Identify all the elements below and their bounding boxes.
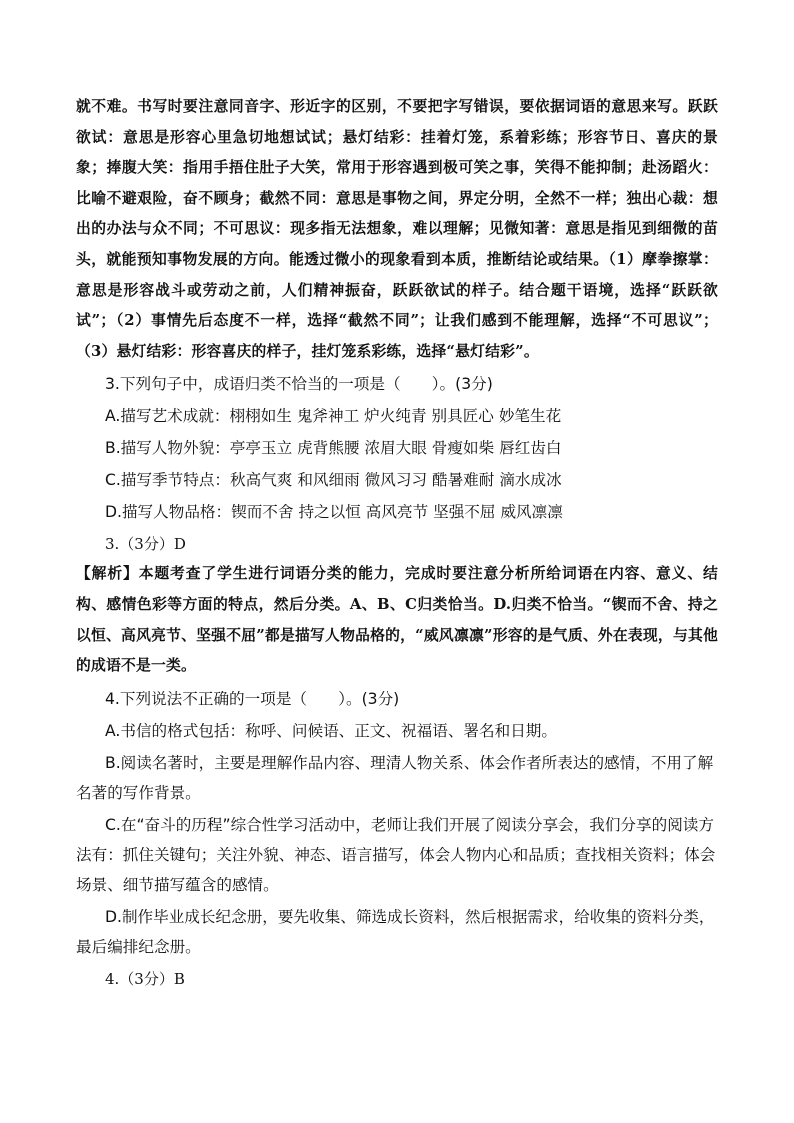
- q3-analysis-text: 本题考查了学生进行词语分类的能力，完成时要注意分析所给词语在内容、意义、结构、感情色彩等方面的特点，然后分类。A、B、C归类恰当。D.归类不恰当。“锲而不舍、持之以恒、高风亮节、坚强不屈”都是描写人物品格的，“威风凛凛”形容的是气质、外在表现，与其他的成语不是一类。: [76, 565, 718, 675]
- q3-option-b: B.描写人物外貌：亭亭玉立 虎背熊腰 浓眉大眼 骨瘦如柴 唇红齿白: [105, 439, 562, 458]
- q3-answer: 3.（3分）D: [105, 535, 186, 554]
- q4-option-a: A.书信的格式包括：称呼、问候语、正文、祝福语、署名和日期。: [105, 721, 557, 740]
- q3-option-c: C.描写季节特点：秋高气爽 和风细雨 微风习习 酷暑难耐 滴水成冰: [105, 471, 562, 490]
- q4-option-c: C.在“奋斗的历程”综合性学习活动中，老师让我们开展了阅读分享会，我们分享的阅读方法有：抓住关键句；关注外貌、神态、语言描写，体会人物内心和品质；查找相关资料；体会场景、细节描写蕴含的感情。: [76, 815, 716, 894]
- q4-option-b: B.阅读名著时，主要是理解作品内容、理清人物关系、体会作者所表达的感情，不用了解名著的写作背景。: [76, 753, 714, 802]
- q3-analysis: [76, 559, 718, 681]
- q4-answer: 4.（3分）B: [105, 969, 185, 988]
- analysis-tag: 【解析】: [76, 565, 139, 583]
- q4-option-d: D.制作毕业成长纪念册，要先收集、筛选成长资料，然后根据需求，给收集的资料分类，最后编排纪念册。: [76, 907, 715, 956]
- q3-option-a: A.描写艺术成就：栩栩如生 鬼斧神工 炉火纯青 别具匠心 妙笔生花: [105, 407, 562, 426]
- q2-analysis-continued: 就不难。书写时要注意同音字、形近字的区别，不要把字写错误，要依据词语的意思来写。跃跃欲试：意思是形容心里急切地想试试；悬灯结彩：挂着灯笼，系着彩练；形容节日、喜庆的景象；捧腹大笑：指用手捂住肚子大笑，常用于形容遇到极可笑之事，笑得不能抑制；赴汤蹈火：比喻不避艰险，奋不顾身；截然不同：意思是事物之间，界定分明，全然不一样；独出心裁：想出的办法与众不同；不可思议：现多指无法想象，难以理解；见微知著：意思是指见到细微的苗头，就能预知事物发展的方向。能透过微小的现象看到本质，推断结论或结果。（1）摩拳擦掌：意思是形容战斗或劳动之前，人们精神振奋，跃跃欲试的样子。结合题干语境，选择“跃跃欲试”；（2）事情先后态度不一样，选择“截然不同”；让我们感到不能理解，选择“不可思议”；（3）悬灯结彩：形容喜庆的样子，挂灯笼系彩练，选择“悬灯结彩”。: [76, 98, 718, 360]
- q3-stem: 3.下列句子中，成语归类不恰当的一项是（ ）。(3分): [105, 375, 493, 394]
- q4-stem: 4.下列说法不正确的一项是（ ）。(3分): [105, 689, 400, 708]
- q3-option-d: D.描写人物品格：锲而不舍 持之以恒 高风亮节 坚强不屈 威风凛凛: [105, 503, 563, 522]
